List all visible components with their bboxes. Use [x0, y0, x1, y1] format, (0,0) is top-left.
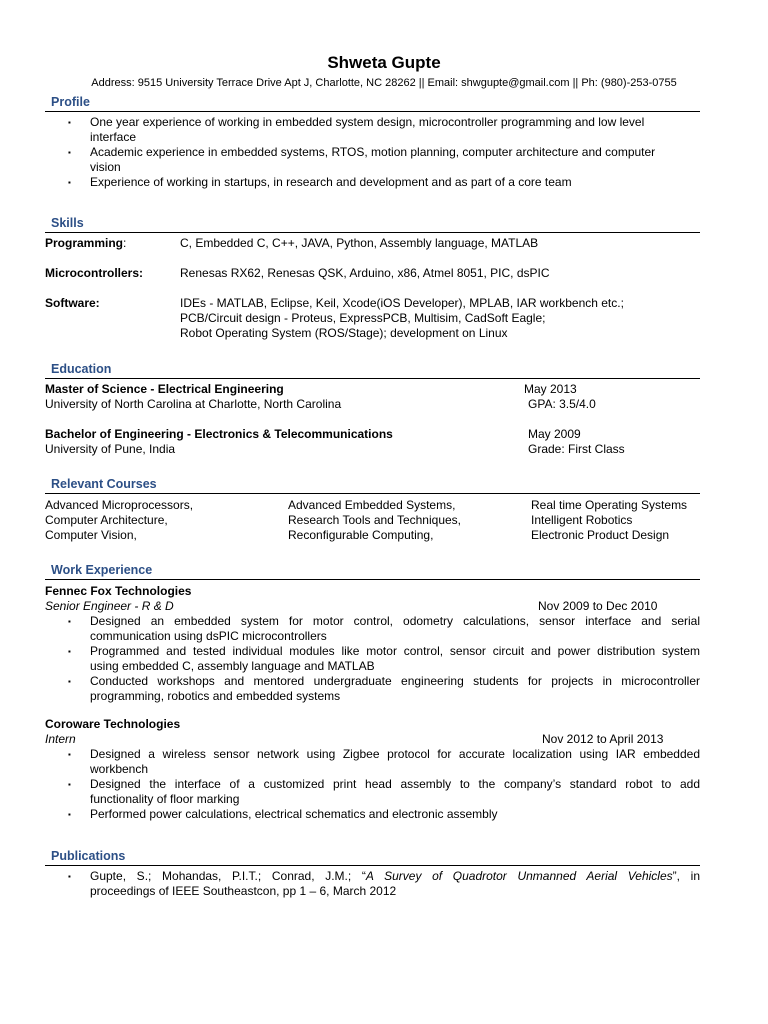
publication-line-2: proceedings of IEEE Southeastcon, pp 1 – 6, March 2012: [90, 884, 397, 898]
section-divider: [45, 232, 700, 233]
publication-line-1: [90, 869, 700, 884]
job-1-company: Fennec Fox Technologies: [45, 584, 192, 598]
skill-label-software: Software:: [45, 296, 100, 310]
ms-gpa: GPA: 3.5/4.0: [528, 397, 596, 411]
ms-school: University of North Carolina at Charlotte, North Carolina: [45, 397, 342, 411]
bullet-icon: ▪: [68, 872, 71, 881]
job-2-item-2-line-2: functionality of floor marking: [90, 792, 240, 806]
be-degree: Bachelor of Engineering - Electronics & Telecommunications: [45, 427, 393, 441]
job-1-item-3-line-1: Conducted workshops and mentored undergraduate engineering students for projects in microcontroller: [90, 674, 700, 688]
section-title-courses: Relevant Courses: [51, 477, 157, 491]
skill-value-programming: C, Embedded C, C++, JAVA, Python, Assembly language, MATLAB: [180, 236, 539, 250]
job-1-item-1-line-1: Designed an embedded system for motor control, odometry calculations, sensor interface and serial: [90, 614, 700, 628]
course-item: Advanced Microprocessors,: [45, 498, 194, 512]
bullet-icon: ▪: [68, 617, 71, 626]
job-1-item-1-line-2: communication using dsPIC microcontrollers: [90, 629, 327, 643]
job-1-dates: Nov 2009 to Dec 2010: [538, 599, 658, 613]
bullet-icon: ▪: [68, 780, 71, 789]
bullet-icon: ▪: [68, 677, 71, 686]
job-2-item-1-line-2: workbench: [90, 762, 149, 776]
ms-degree: Master of Science - Electrical Engineering: [45, 382, 284, 396]
be-school: University of Pune, India: [45, 442, 176, 456]
profile-item-1-line-2: interface: [90, 130, 137, 144]
job-2-company: Coroware Technologies: [45, 717, 181, 731]
course-item: Computer Vision,: [45, 528, 137, 542]
be-date: May 2009: [528, 427, 581, 441]
skill-label-microcontrollers: Microcontrollers:: [45, 266, 144, 280]
bullet-icon: ▪: [68, 148, 71, 157]
ms-date: May 2013: [524, 382, 577, 396]
publication-authors: Gupte, S.; Mohandas, P.I.T.; Conrad, J.M.; “: [90, 869, 366, 883]
publication-venue-suffix: ”, in: [672, 869, 700, 883]
section-divider: [45, 378, 700, 379]
profile-item-2-line-2: vision: [90, 160, 121, 174]
job-1-role: Senior Engineer - R & D: [45, 599, 174, 613]
section-divider: [45, 865, 700, 866]
bullet-icon: ▪: [68, 750, 71, 759]
bullet-icon: ▪: [68, 118, 71, 127]
section-title-work: Work Experience: [51, 563, 153, 577]
contact-line: Address: 9515 University Terrace Drive Apt J, Charlotte, NC 28262 || Email: shwgupte@gmail.com || Ph: (980)-253-0755: [91, 77, 677, 89]
course-item: Research Tools and Techniques,: [288, 513, 462, 527]
profile-item-2-line-1: Academic experience in embedded systems, RTOS, motion planning, computer architecture and computer: [90, 145, 656, 159]
profile-item-3: Experience of working in startups, in research and development and as part of a core team: [90, 175, 572, 189]
course-item: Reconfigurable Computing,: [288, 528, 434, 542]
section-divider: [45, 579, 700, 580]
skill-label-programming: Programming:: [45, 236, 127, 250]
course-item: Advanced Embedded Systems,: [288, 498, 456, 512]
job-2-item-1-line-1: Designed a wireless sensor network using Zigbee protocol for accurate localization using IAR embedded: [90, 747, 700, 761]
section-title-education: Education: [51, 362, 112, 376]
bullet-icon: ▪: [68, 647, 71, 656]
section-title-skills: Skills: [51, 216, 84, 230]
job-1-item-2-line-1: Programmed and tested individual modules like motor control, sensor circuit and power distribution system: [90, 644, 700, 658]
candidate-name: Shweta Gupte: [327, 53, 441, 72]
section-title-publications: Publications: [51, 849, 126, 863]
section-divider: [45, 111, 700, 112]
skill-value-software-1: IDEs - MATLAB, Eclipse, Keil, Xcode(iOS Developer), MPLAB, IAR workbench etc.;: [180, 296, 624, 310]
course-item: Real time Operating Systems: [531, 498, 688, 512]
section-title-profile: Profile: [51, 95, 90, 109]
skill-value-software-2: PCB/Circuit design - Proteus, ExpressPCB, Multisim, CadSoft Eagle;: [180, 311, 546, 325]
course-item: Intelligent Robotics: [531, 513, 633, 527]
course-item: Computer Architecture,: [45, 513, 168, 527]
be-grade: Grade: First Class: [528, 442, 625, 456]
bullet-icon: ▪: [68, 810, 71, 819]
job-1-item-2-line-2: using embedded C, assembly language and MATLAB: [90, 659, 375, 673]
job-2-dates: Nov 2012 to April 2013: [542, 732, 664, 746]
skill-value-software-3: Robot Operating System (ROS/Stage); development on Linux: [180, 326, 508, 340]
job-1-item-3-line-2: programming, robotics and embedded systems: [90, 689, 341, 703]
section-divider: [45, 493, 700, 494]
skill-value-microcontrollers: Renesas RX62, Renesas QSK, Arduino, x86, Atmel 8051, PIC, dsPIC: [180, 266, 550, 280]
course-item: Electronic Product Design: [531, 528, 670, 542]
profile-item-1-line-1: One year experience of working in embedded system design, microcontroller programming and low level: [90, 115, 645, 129]
job-2-item-2-line-1: Designed the interface of a customized print head assembly to the company’s standard robot to add: [90, 777, 700, 791]
bullet-icon: ▪: [68, 178, 71, 187]
publication-title: A Survey of Quadrotor Unmanned Aerial Vehicles: [365, 869, 673, 883]
job-2-role: Intern: [45, 732, 76, 746]
job-2-item-3: Performed power calculations, electrical schematics and electronic assembly: [90, 807, 498, 821]
